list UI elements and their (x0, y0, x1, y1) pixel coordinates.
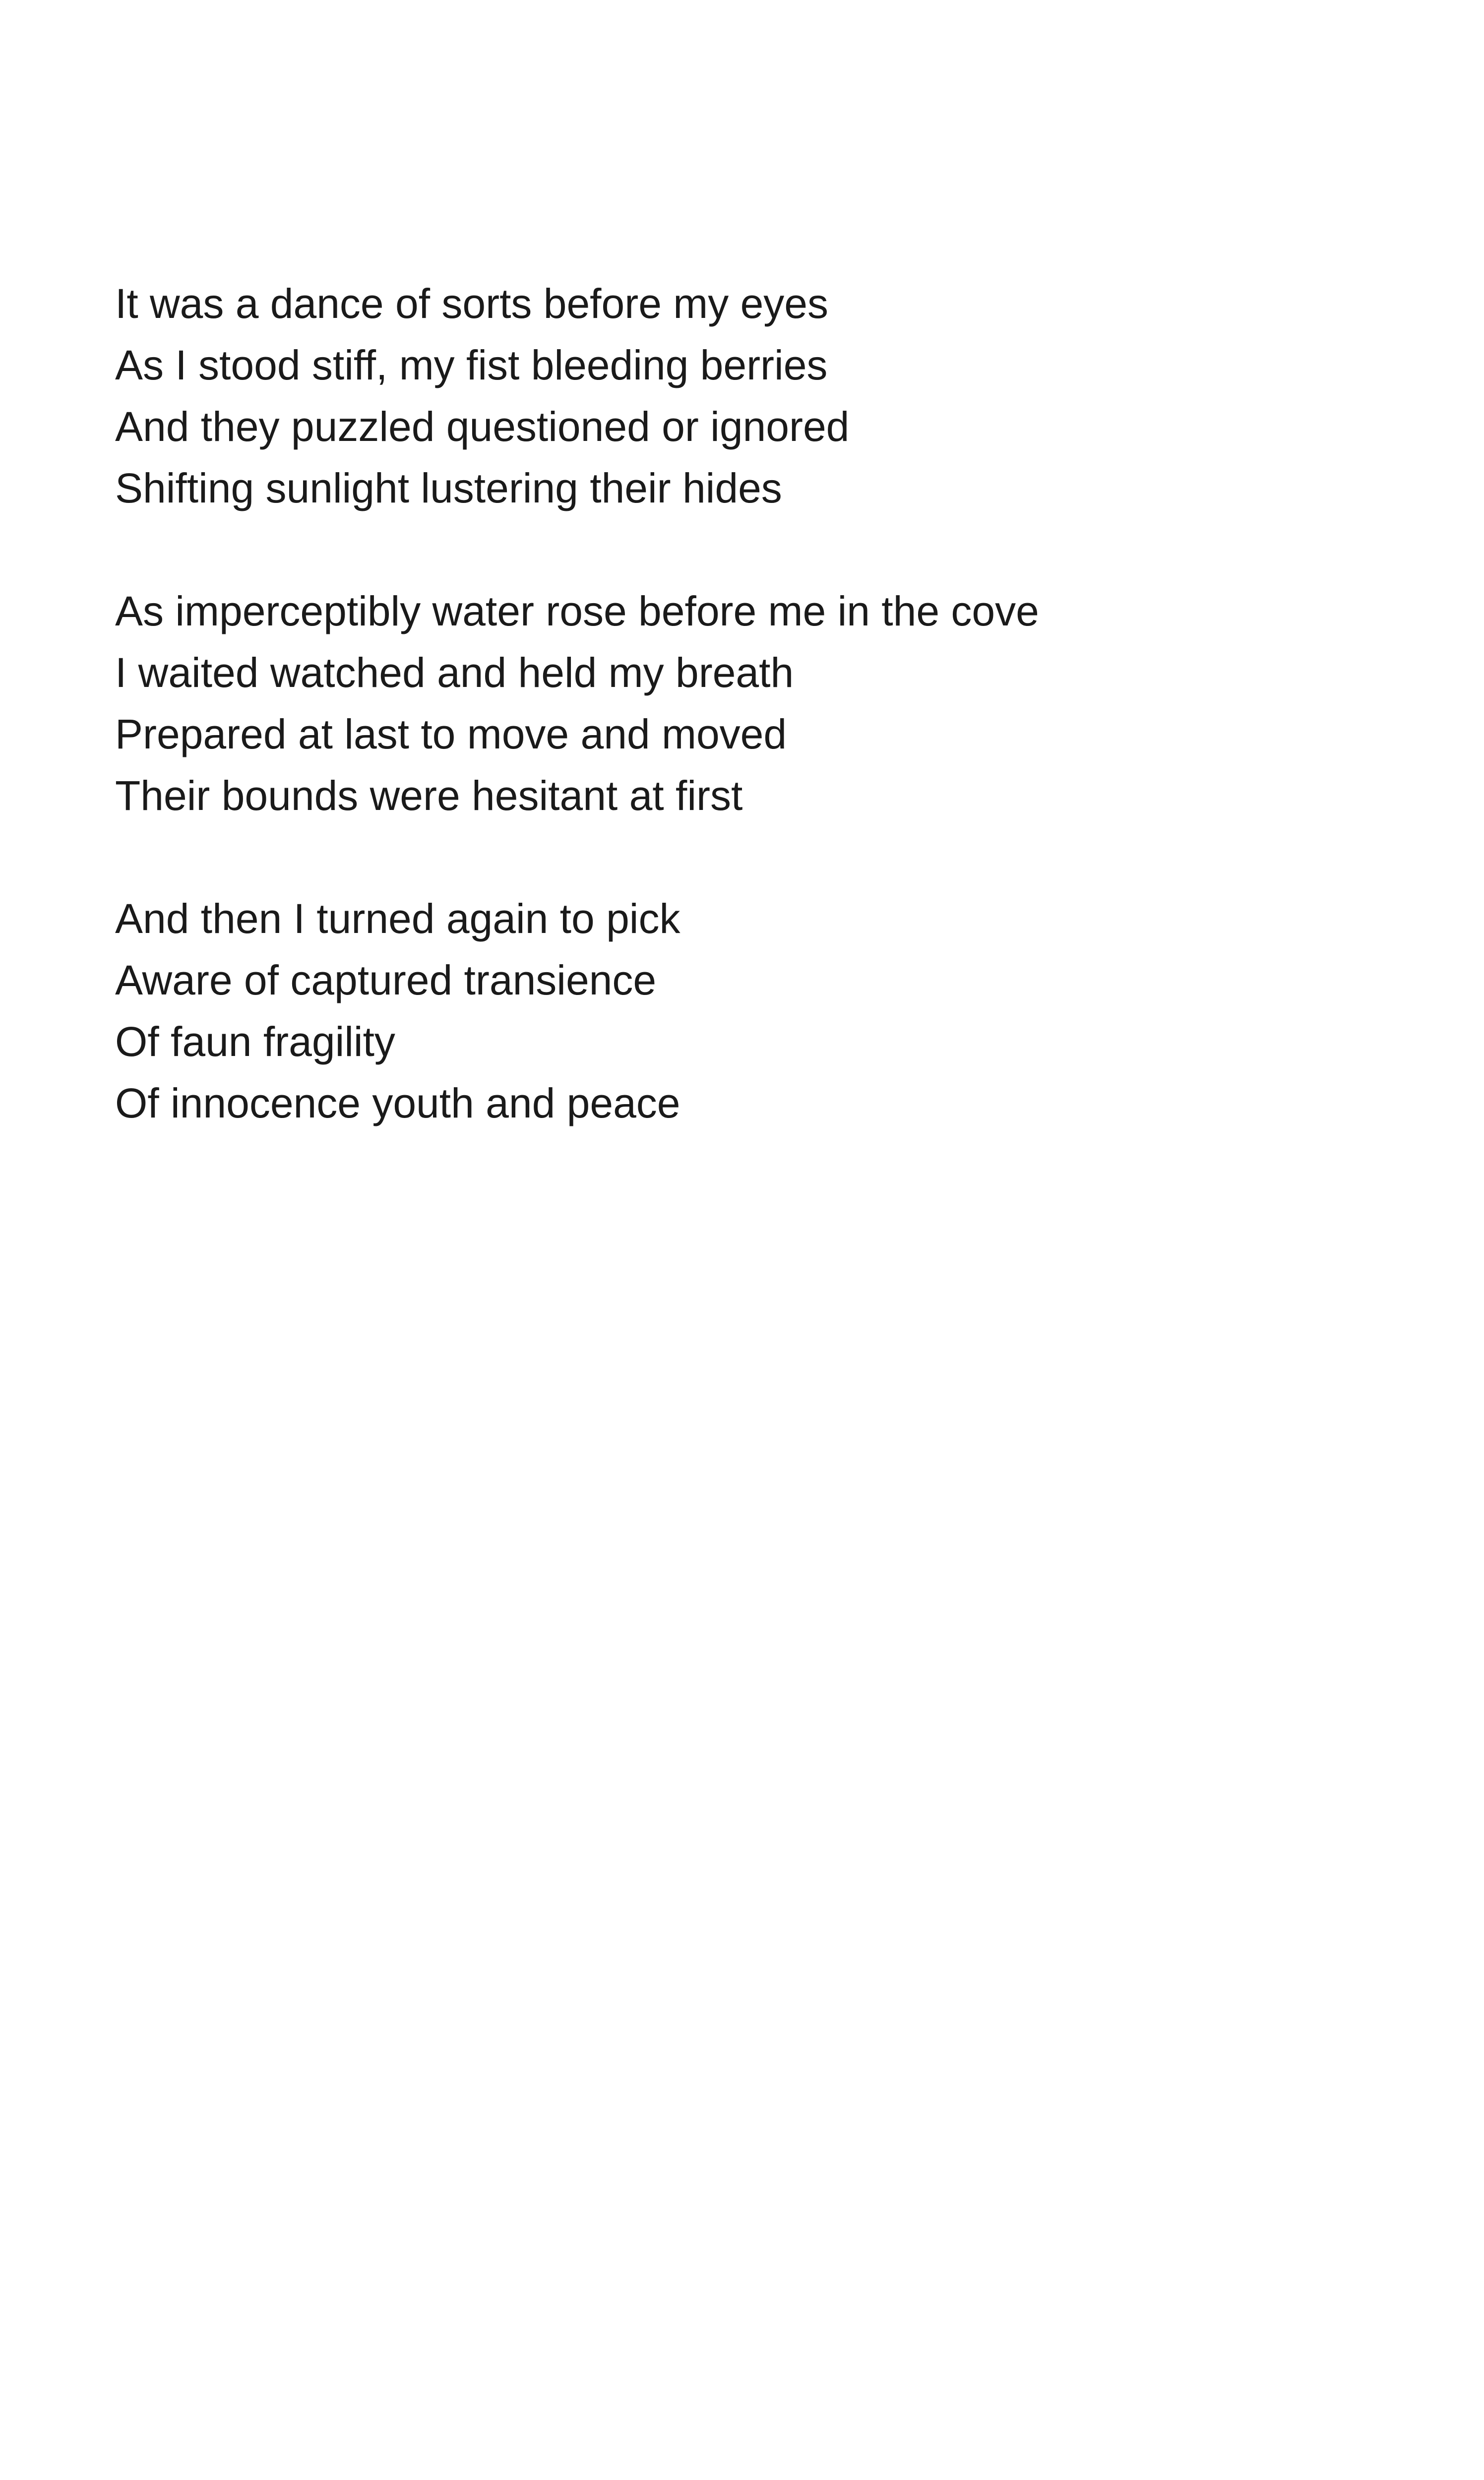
stanza-1 (115, 273, 1305, 519)
stanza-2 (115, 580, 1305, 826)
poem-line: Of innocence youth and peace (115, 1080, 680, 1126)
poem-line: And then I turned again to pick (115, 895, 680, 942)
stanza-3 (115, 888, 1305, 1134)
poem-line: Aware of captured transience (115, 957, 657, 1003)
poem-line: Of faun fragility (115, 1018, 395, 1065)
poem-line: It was a dance of sorts before my eyes (115, 280, 829, 327)
poem-line: And they puzzled questioned or ignored (115, 403, 850, 450)
poem-line: As imperceptibly water rose before me in the cove (115, 588, 1039, 634)
poem (115, 273, 1305, 1195)
poem-line: As I stood stiff, my fist bleeding berries (115, 342, 828, 388)
poem-line: Prepared at last to move and moved (115, 711, 787, 757)
poem-line: Their bounds were hesitant at first (115, 772, 743, 819)
poem-line: I waited watched and held my breath (115, 649, 794, 696)
poem-line: Shifting sunlight lustering their hides (115, 465, 782, 511)
